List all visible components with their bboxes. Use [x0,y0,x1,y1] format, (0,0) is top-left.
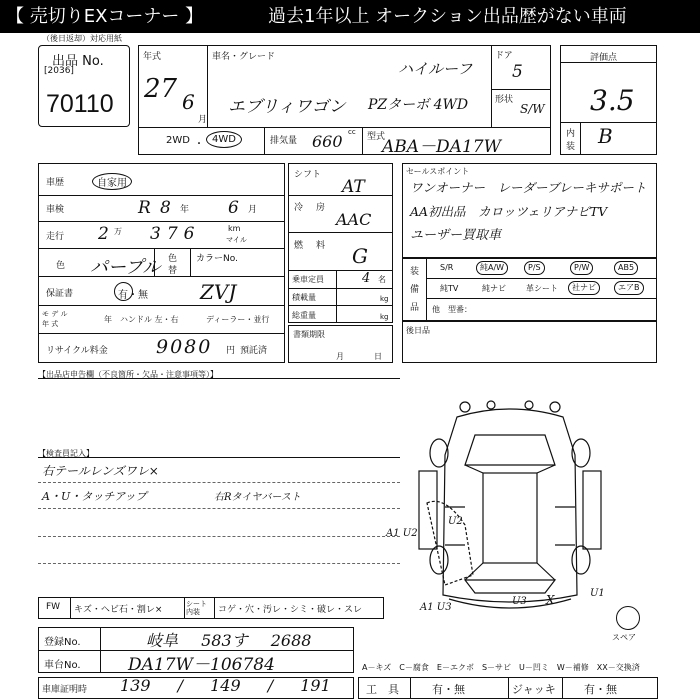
displacement-label: 排気量 [270,136,298,146]
reg-history-value: 自家用 [92,173,132,190]
spare-tire-icon [616,606,640,630]
equip-leather: 革シート [526,284,558,293]
model-year-label-2: 年 式 [42,320,59,328]
divider [38,482,400,483]
equip-ab-text: AB [618,263,629,272]
spare-label: スペア [612,633,636,642]
equip-other-label: 他 [432,305,440,314]
divider [139,127,550,128]
color-value: パープル [90,257,161,278]
divider [362,128,363,154]
recycle-note: 預託済 [240,346,268,356]
damage-legend: A－キズ C－腐食 E－エクボ S－サビ U－凹ミ W－補修 XX－交換済 [362,663,640,672]
divider [39,276,284,277]
inspection-year: 8 [160,198,171,218]
car-diagram [405,395,615,620]
fuel-label-2: 料 [316,241,326,251]
fw-label: FW [46,602,61,612]
load-unit: kg [380,295,389,303]
top-note: （後日返却）対応用紙 [42,34,122,43]
interior-label-1: 内 [566,129,576,139]
inspection-label: 車検 [46,205,65,215]
divider [214,598,215,618]
mileage-label: 走行 [46,232,65,242]
color-no-value: ZVJ [200,280,237,304]
docs-label: 書類期限 [293,330,325,339]
load-label: 積載量 [292,293,316,302]
grade-line-2: PZターボ 4WD [368,97,469,113]
sales-point-line-1: ワンオーナー レーダーブレーキサポート [410,180,647,195]
ac-label-1: 冷 [294,203,304,213]
color-label: 色 [56,261,66,271]
later-items-box [402,321,657,363]
chassis-label: 車台No. [44,660,81,671]
equip-ab-num: 5 [628,263,635,272]
capacity-unit: 名 [378,275,386,284]
doors-label: ドア [495,51,513,61]
mileage-unit-km: km [228,224,241,233]
mileage-unit-mile: マイル [226,236,247,244]
inspector-line-2: A・U・タッチアップ [42,490,147,503]
shape-value: S/W [520,102,545,116]
diagram-mark-4: U3 [512,596,527,607]
car-name: エブリィワゴン [228,97,346,117]
sales-point-line-3: ユーザー買取車 [410,228,502,243]
diagram-mark-5: X [546,593,555,607]
divider [39,195,284,196]
recycle-value: 9080 [156,336,213,358]
divider [184,598,185,618]
color-change-1: 色 [168,254,178,264]
divider [580,123,581,154]
inspector-line-1: 右テールレンズワレ× [42,464,159,478]
equip-pw-circled: P/W [570,261,593,275]
header-banner [0,0,700,33]
drive-separator: ・ [194,139,204,150]
score-value: 3.5 [590,84,635,117]
diagram-mark-2: U2 [448,516,463,527]
lot-code: [2036] [44,66,74,76]
divider [100,628,101,672]
ac-value: AAC [336,210,372,229]
model-type-value: ABA－DA17W [382,137,502,157]
divider [289,305,392,306]
jack-label: ジャッキ [512,683,556,696]
mileage-value: 376 [150,224,201,244]
drive-4wd-circled: 4WD [206,131,242,148]
model-grade-label: 車名・グレード [212,52,276,62]
divider [427,278,656,279]
divider [508,678,509,698]
gross-label: 総重量 [292,311,316,320]
divider [38,536,400,537]
divider [492,89,550,90]
divider [426,259,427,320]
divider [289,288,392,289]
certificate-value: 139 / 149 / 191 [120,676,331,695]
fuel-label-1: 燃 [294,241,304,251]
equip-ab-circled [614,261,638,275]
mileage-man: 2 [98,224,109,244]
inspection-year-prefix: R [138,198,151,218]
divider [410,678,411,698]
banner-left: 【 売切りEXコーナー 】 [6,6,204,27]
divider [70,598,71,618]
recycle-unit: 円 [226,346,236,356]
inspection-month: 6 [228,198,239,218]
divider [289,270,392,271]
gross-unit: kg [380,313,389,321]
color-change-2: 替 [168,266,178,276]
equip-navi: 純ナビ [482,284,506,293]
divider [39,305,284,306]
equipment-label-1: 装 [410,267,420,277]
divider [491,46,492,127]
divider [289,232,392,233]
equipment-label-3: 品 [410,303,420,313]
year-value: 27 [144,74,178,104]
mileage-man-unit: 万 [114,227,122,236]
interior-value: B [598,124,613,148]
capacity-value: 4 [362,271,371,286]
sales-point-line-2: AA初出品 カロッツェリアナビTV [410,204,608,219]
interior-label-2: 装 [566,142,576,152]
equip-aftermarket-navi-circled: 社ナビ [568,281,600,295]
fuel-value: G [352,244,368,268]
year-label: 年式 [143,52,162,62]
recycle-label: リサイクル料金 [46,346,108,356]
lot-label: 出品 No. [52,54,104,69]
displacement-value: 660 [312,132,343,151]
equip-airbag-circled: エアB [614,281,644,295]
score-label: 評価点 [590,53,618,63]
ac-label-2: 房 [316,203,326,213]
month-unit: 月 [198,115,208,125]
seat-items: コゲ・穴・汚レ・シミ・破レ・スレ [218,605,363,615]
divider [207,46,208,127]
divider [562,678,563,698]
grade-line-1: ハイルーフ [398,60,473,78]
divider [264,128,265,154]
later-items-label: 後日品 [406,326,430,335]
diagram-mark-1: A1 U2 [386,528,418,539]
inspector-label: 【検査員記入】 [38,449,94,458]
equip-sr: S/R [440,263,454,272]
displacement-unit: cc [348,128,356,136]
reg-history-label: 車歴 [46,178,65,188]
divider [38,563,400,564]
drive-2wd: 2WD [166,135,190,146]
divider [289,195,392,196]
shape-label: 形状 [495,95,514,105]
inspection-year-unit: 年 [180,205,190,215]
doors-value: 5 [512,62,523,82]
divider [190,249,191,276]
divider [336,271,337,322]
chassis-value: DA17W－106784 [128,655,275,675]
equipment-label-2: 備 [410,285,420,295]
declaration-area [38,378,400,446]
inspection-month-unit: 月 [248,205,258,215]
year-unit: 年 [104,315,112,324]
banner-right: 過去1年以上 オークション出品歴がない車両 [268,6,627,27]
color-no-label: カラーNo. [196,254,238,264]
divider [427,298,656,299]
handle-label: ハンドル 左・右 [120,315,179,324]
certificate-label: 車庫証明時 [42,685,88,695]
registration-label: 登録No. [44,637,81,648]
lot-number: 70110 [46,90,114,118]
docs-day: 日 [374,352,382,361]
model-year-label-1: モ デ ル [42,310,68,318]
fw-items: キズ・ヘビ石・割レ× [74,605,163,615]
tools-value: 有・無 [432,683,465,696]
warranty-options: 有・無 [118,290,148,301]
seat-label: シート内装 [186,600,207,616]
warranty-yes-circle [114,282,133,301]
jack-value: 有・無 [584,683,617,696]
divider [39,248,284,249]
equip-model-no-label: 型番： [448,305,472,314]
month-value: 6 [182,90,195,114]
inspector-top-line [38,457,400,458]
divider [39,333,284,334]
dealer-label: ディーラー・並行 [206,315,270,324]
shift-value: AT [342,177,365,197]
diagram-mark-3: A1 U3 [420,602,452,613]
model-type-label: 型式 [367,132,386,142]
divider [38,508,400,509]
registration-value: 岐阜 583す 2688 [146,631,312,650]
equip-aw-circled: 純A/W [476,261,508,275]
inspector-line-3: 右Rタイヤバースト [214,492,301,503]
divider [39,221,284,222]
sales-points-label: セールスポイント [406,167,470,176]
docs-month: 月 [336,352,344,361]
equip-tv: 純TV [440,284,459,293]
capacity-label: 乗車定員 [292,275,324,284]
shift-label: シフト [294,170,322,180]
declaration-label: 【出品店申告欄（不良箇所・欠品・注意事項等）】 [38,370,218,379]
equip-ps-circled: P/S [524,261,545,275]
diagram-mark-6: U1 [590,588,605,599]
warranty-label: 保証書 [46,289,74,299]
tools-label: 工 具 [366,683,399,696]
divider [561,122,656,123]
